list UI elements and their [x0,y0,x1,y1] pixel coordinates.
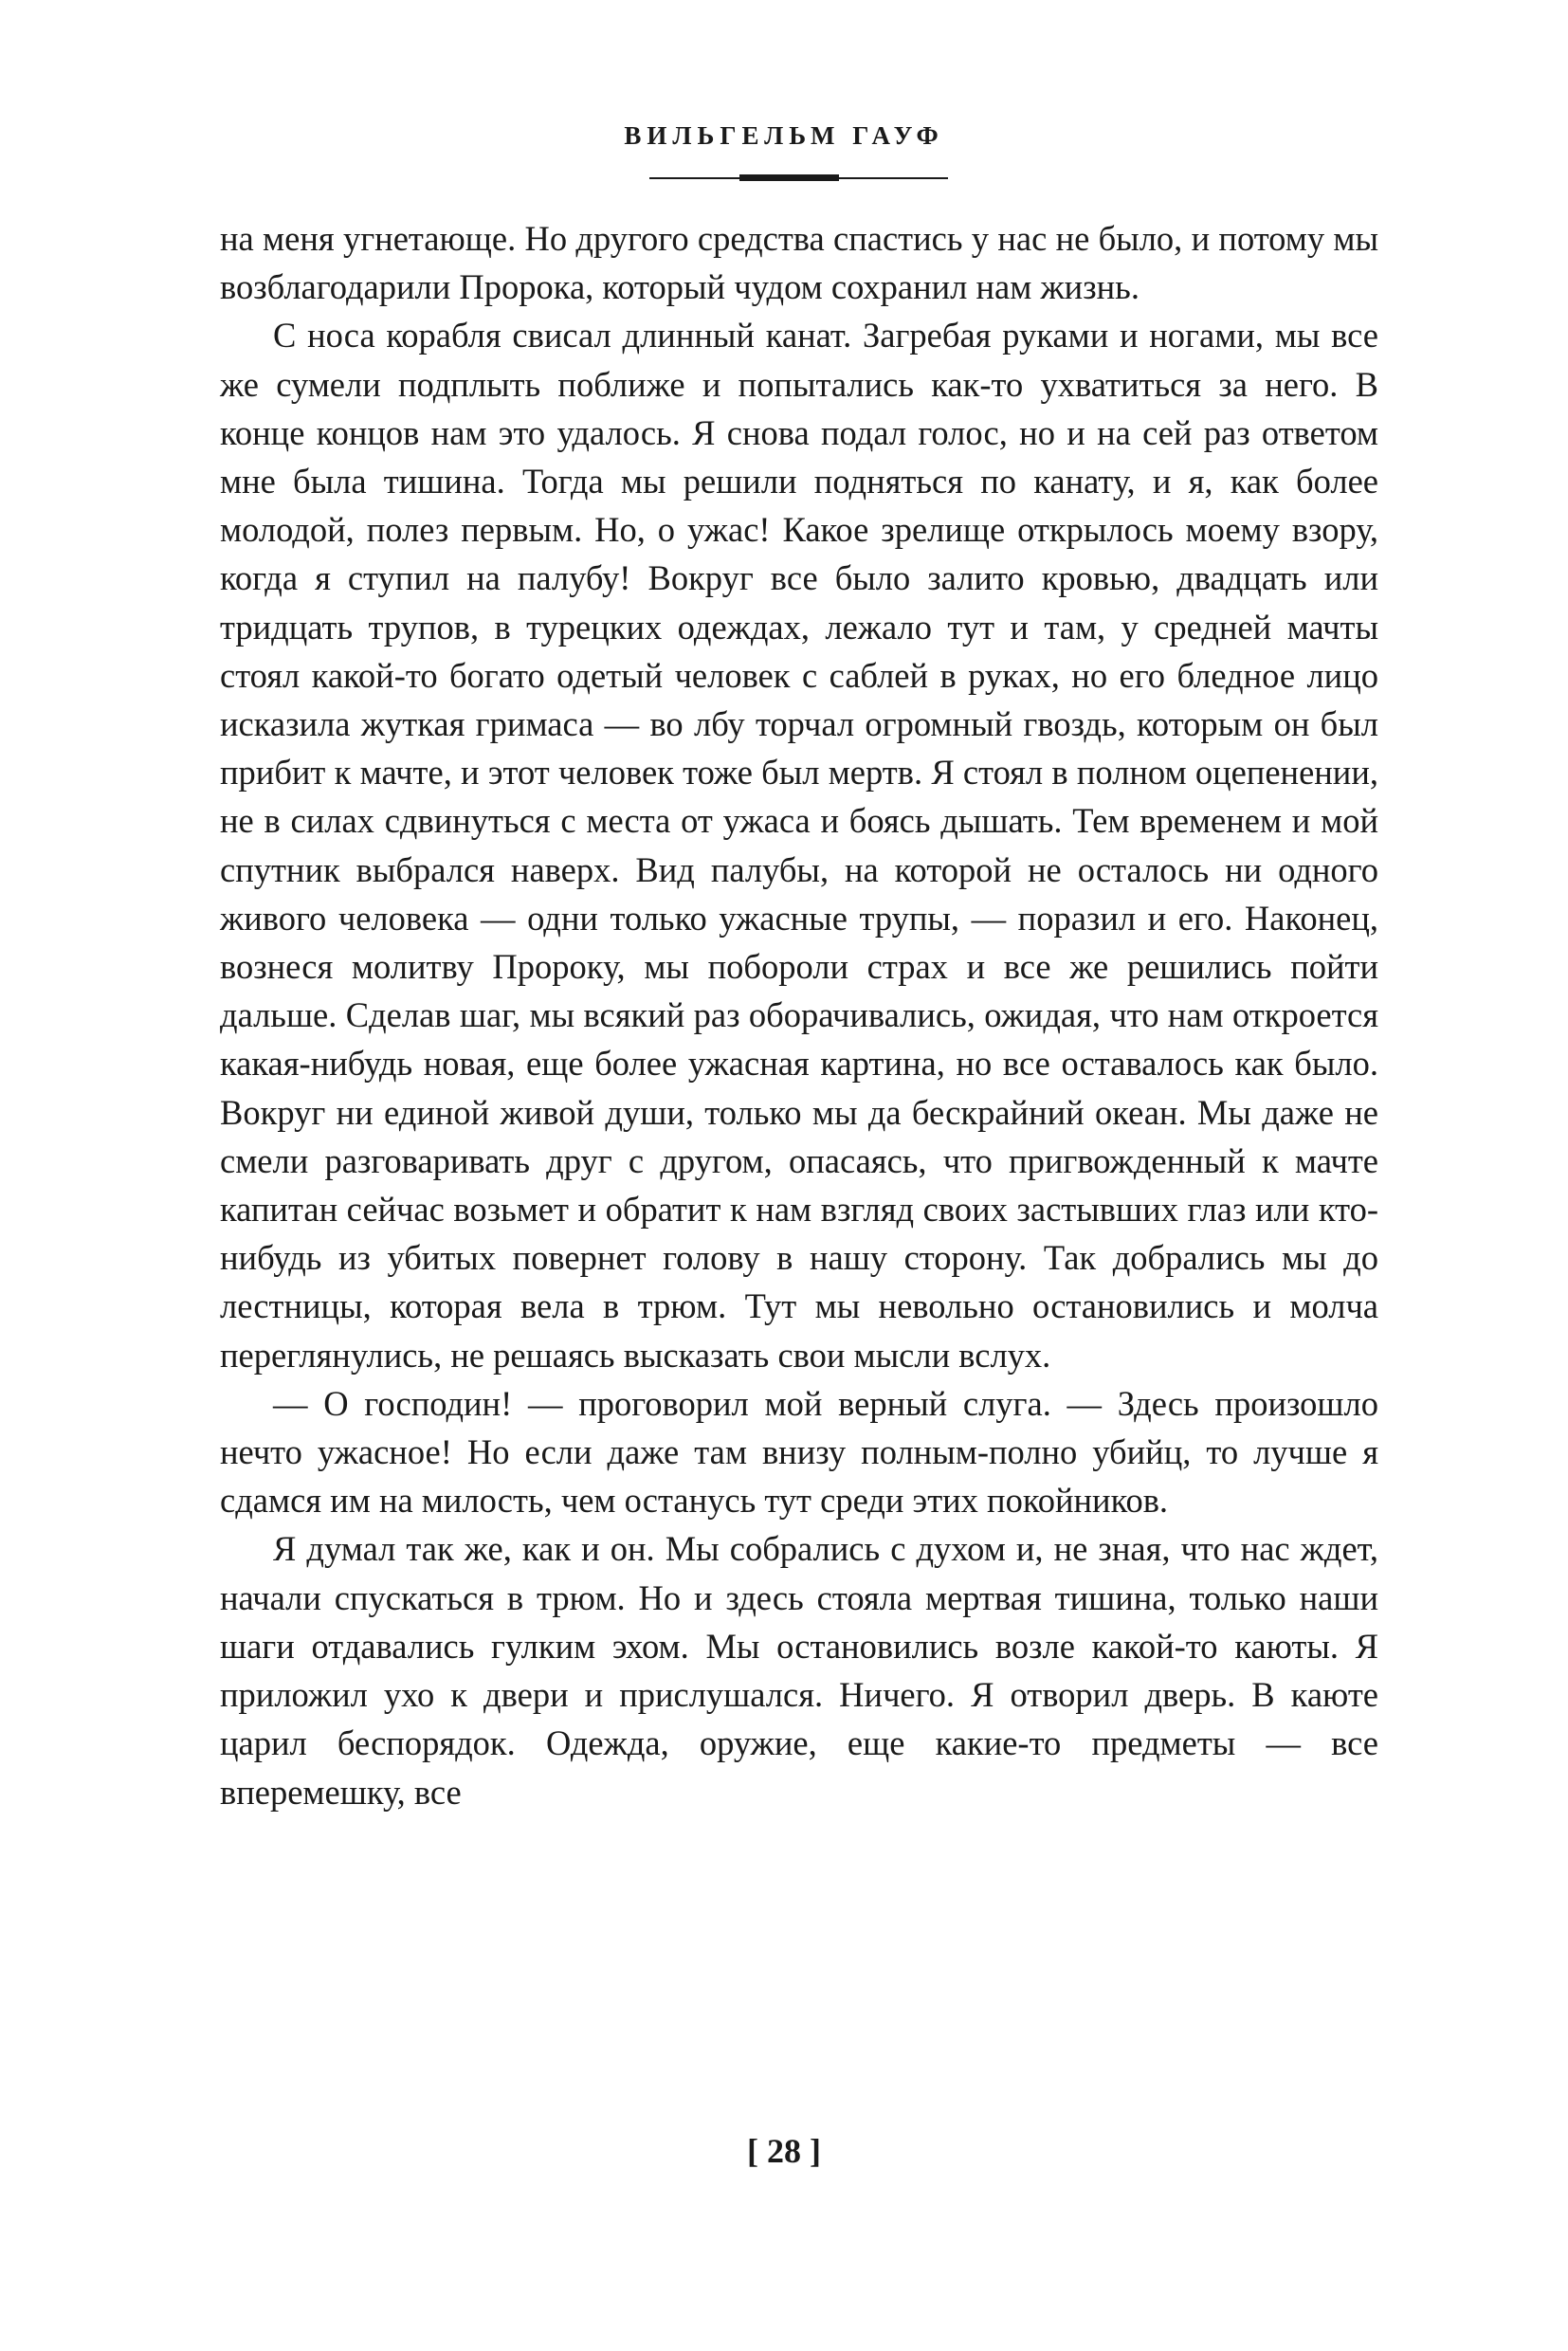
running-head-author: ВИЛЬГЕЛЬМ ГАУФ [624,121,944,150]
paragraph: на меня угнетающе. Но другого средства спастись у нас не было, и потому мы возблагодарили Пророка, который чудом сохранил нам жизнь. [220,219,1378,307]
paragraph: — О господин! — проговорил мой верный слуга. — Здесь произошло нечто ужасное! Но если даже там внизу полным-полно убийц, то лучше я сдамся им на милость, чем останусь тут среди этих покойников. [220,1383,1378,1521]
paragraph: С носа корабля свисал длинный канат. Загребая руками и ногами, мы все же сумели подплыть поближе и попытались как-то ухватиться за него. В конце концов нам это удалось. Я снова подал голос, но и на сей раз ответом мне была тишина. Тогда мы решили подняться по канату, и я, как более молодой, полез первым. Но, о ужас! Какое зрелище открылось моему взору, когда я ступил на палубу! Вокруг все было залито кровью, двадцать или тридцать трупов, в турецких одеждах, лежало тут и там, у средней мачты стоял какой-то богато одетый человек с саблей в руках, но его бледное лицо исказила жуткая гримаса — во лбу торчал огромный гвоздь, которым он был прибит к мачте, и этот человек тоже был мертв. Я стоял в полном оцепенении, не в силах сдвинуться с места от ужаса и боясь дышать. Тем временем и мой спутник выбрался наверх. Вид палубы, на которой не осталось ни одного живого человека — одни только ужасные трупы, — поразил и его. Наконец, вознеся молитву Пророку, мы побороли страх и все же решились пойти дальше. Сделав шаг, мы всякий раз оборачивались, ожидая, что нам откроется какая-нибудь новая, еще более ужасная картина, но все оставалось как было. Вокруг ни единой живой души, только мы да бескрайний океан. Мы даже не смели разговаривать друг с другом, опасаясь, что пригвожденный к мачте капитан сейчас возьмет и обратит к нам взгляд своих застывших глаз или кто-нибудь из убитых повернет голову в нашу сторону. Так добрались мы до лестницы, которая вела в трюм. Тут мы невольно остановились и молча переглянулись, не решаясь высказать свои мысли вслух. [220,316,1378,1375]
running-head [0,121,1568,151]
header-rule-accent [739,174,839,181]
body-text [220,214,1378,1816]
paragraph: Я думал так же, как и он. Мы собрались с духом и, не зная, что нас ждет, начали спускаться в трюм. Но и здесь стояла мертвая тишина, только наши шаги отдавались гулким эхом. Мы остановились возле какой-то каюты. Я приложил ухо к двери и прислушался. Ничего. Я отворил дверь. В каюте царил беспорядок. Одежда, оружие, еще какие-то предметы — все вперемешку, все [220,1529,1378,1812]
page-number: [ 28 ] [747,2132,821,2170]
